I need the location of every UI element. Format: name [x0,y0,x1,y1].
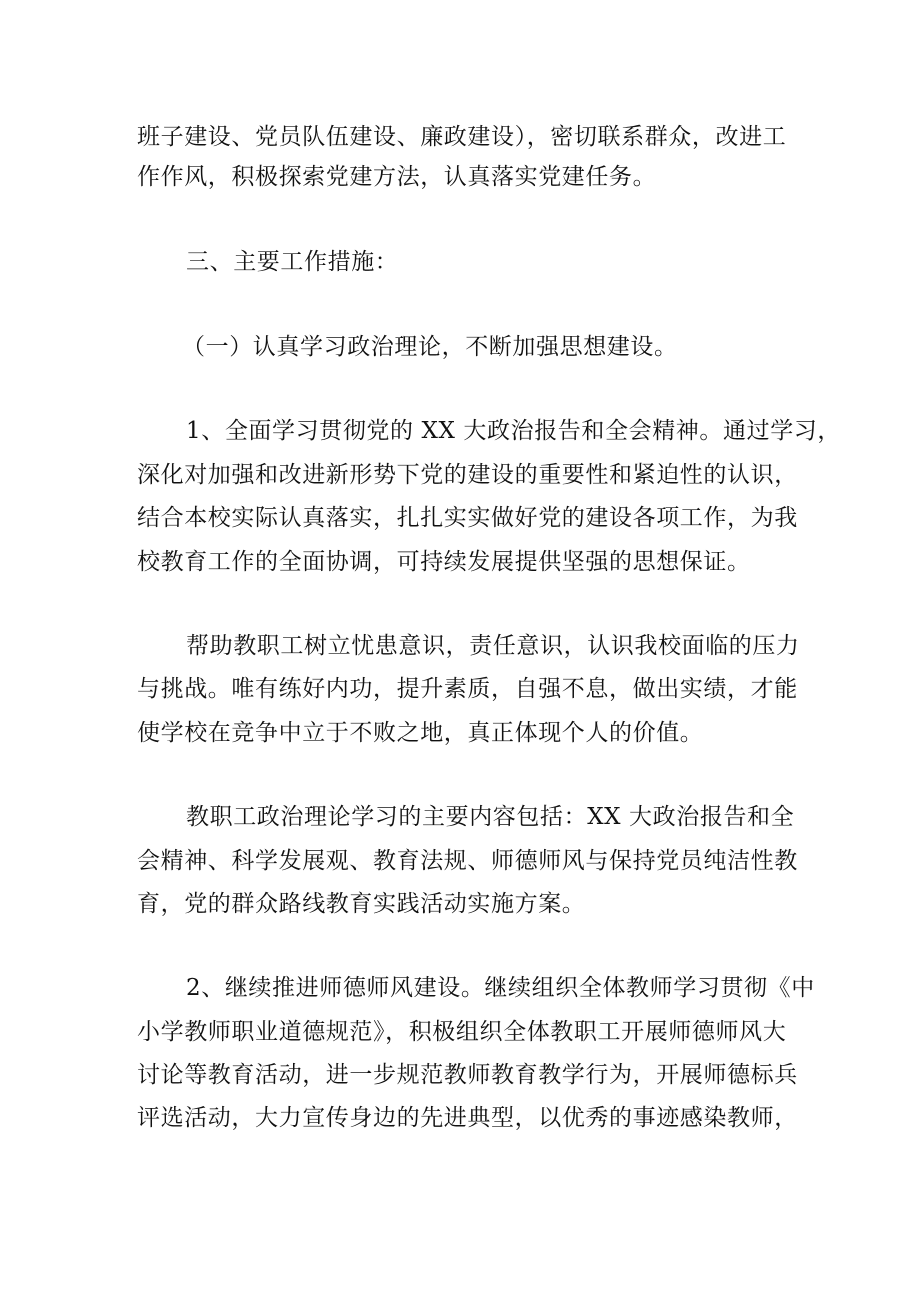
text-line: 作作风，积极探索党建方法，认真落实党建任务。 [137,164,657,190]
text-line: 会精神、科学发展观、教育法规、师德师风与保持党员纯洁性教 [137,848,798,874]
text-line: 班子建设、党员队伍建设、廉政建设），密切联系群众，改进工 [137,124,787,150]
text-line: 评选活动，大力宣传身边的先进典型，以优秀的事迹感染教师， [137,1105,798,1131]
section-heading: 三、主要工作措施： [186,249,399,275]
text-line: 讨论等教育活动，进一步规范教师教育教学行为，开展师德标兵 [137,1062,798,1088]
text-line: 与挑战。唯有练好内功，提升素质，自强不息，做出实绩，才能 [137,676,798,702]
text-line: 校教育工作的全面协调，可持续发展提供坚强的思想保证。 [137,549,751,575]
text-line: 2、继续推进师德师风建设。继续组织全体教师学习贯彻《中 [186,975,815,1001]
text-line: 帮助教职工树立忧患意识，责任意识，认识我校面临的压力 [186,633,800,659]
text-line: 小学教师职业道德规范》，积极组织全体教职工开展师德师风大 [137,1019,787,1045]
text-line: 结合本校实际认真落实，扎扎实实做好党的建设各项工作，为我 [137,505,798,531]
text-line: 1、全面学习贯彻党的 XX 大政治报告和全会精神。通过学习， [186,418,842,444]
subsection-heading: （一）认真学习政治理论，不断加强思想建设。 [182,334,678,360]
text-line: 使学校在竞争中立于不败之地，真正体现个人的价值。 [137,720,704,746]
text-line: 深化对加强和改进新形势下党的建设的重要性和紧迫性的认识， [137,462,798,488]
text-line: 育，党的群众路线教育实践活动实施方案。 [137,891,586,917]
text-line: 教职工政治理论学习的主要内容包括：XX 大政治报告和全 [186,804,795,830]
